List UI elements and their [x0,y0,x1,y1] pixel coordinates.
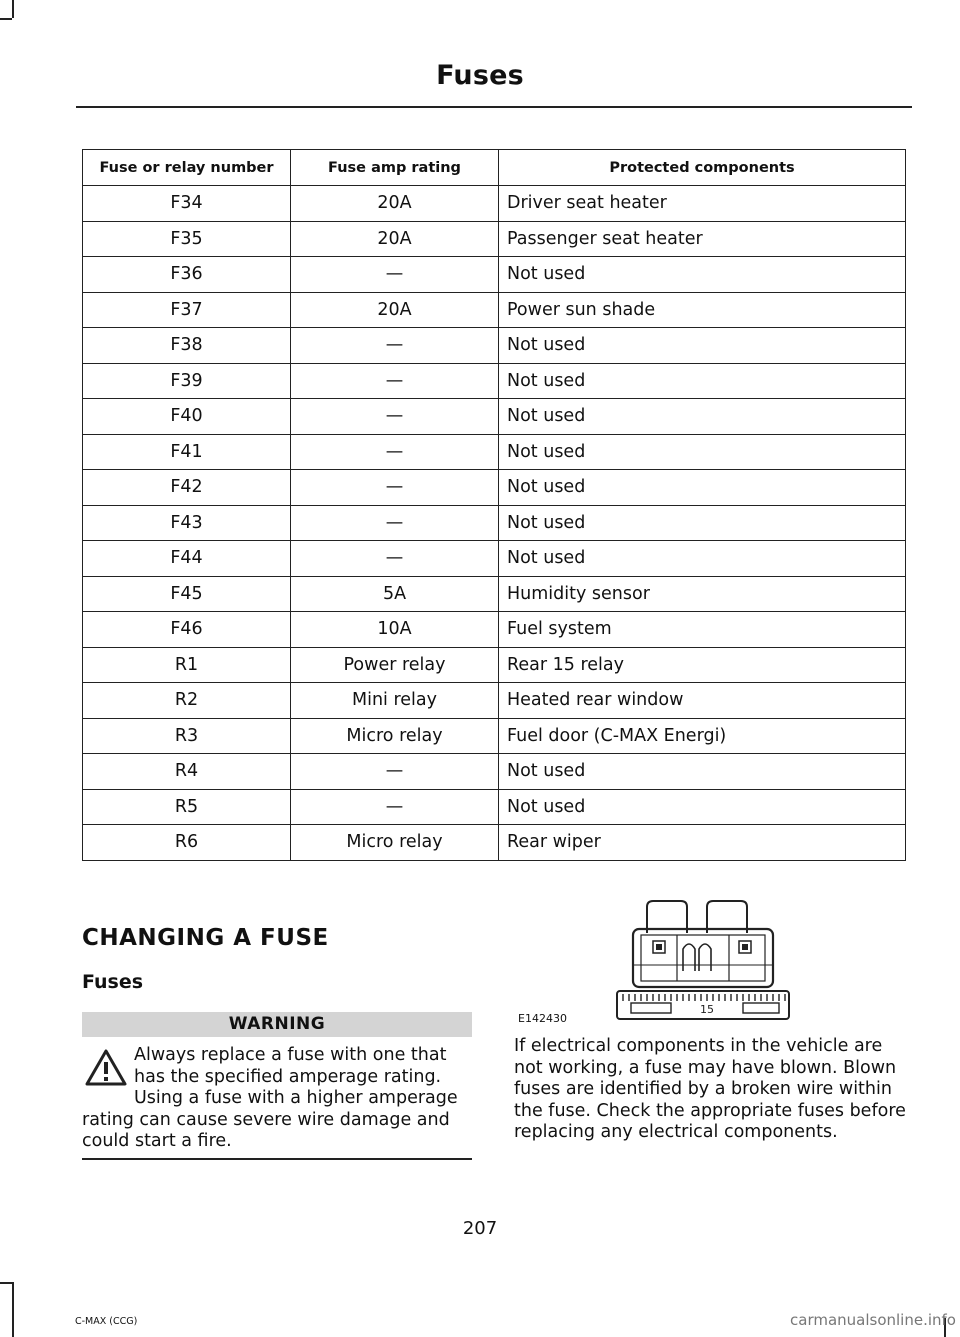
section-heading: CHANGING A FUSE [82,925,329,951]
amp-rating-cell: — [291,434,499,470]
fuse-number-cell: F40 [83,399,291,435]
fuse-number-cell: R6 [83,825,291,861]
protected-component-cell: Not used [499,754,906,790]
table-row [83,576,906,612]
amp-rating-cell: — [291,257,499,293]
amp-rating-cell: — [291,754,499,790]
title-divider [76,106,912,108]
page-title: Fuses [436,60,524,91]
protected-component-cell: Not used [499,789,906,825]
fuse-table-body [83,186,906,861]
protected-component-cell: Humidity sensor [499,576,906,612]
protected-component-cell: Power sun shade [499,292,906,328]
protected-component-cell: Not used [499,328,906,364]
fuse-number-cell: F41 [83,434,291,470]
fuse-number-cell: R2 [83,683,291,719]
fuse-number-cell: F46 [83,612,291,648]
fuse-number-cell: F34 [83,186,291,222]
amp-rating-cell: 10A [291,612,499,648]
protected-component-cell: Rear wiper [499,825,906,861]
table-row [83,470,906,506]
crop-mark [0,1282,12,1284]
table-row [83,399,906,435]
warning-divider [82,1158,472,1160]
table-row [83,505,906,541]
amp-rating-cell: Power relay [291,647,499,683]
protected-component-cell: Not used [499,541,906,577]
protected-component-cell: Not used [499,505,906,541]
fuse-number-cell: F36 [83,257,291,293]
protected-component-cell: Heated rear window [499,683,906,719]
amp-rating-cell: — [291,363,499,399]
table-row [83,718,906,754]
table-row [83,825,906,861]
blade-fuse-illustration [595,895,825,1025]
table-row [83,292,906,328]
table-row [83,647,906,683]
amp-rating-cell: — [291,541,499,577]
table-row [83,257,906,293]
amp-rating-cell: Micro relay [291,718,499,754]
protected-component-cell: Fuel door (C-MAX Energi) [499,718,906,754]
table-row [83,789,906,825]
table-row [83,612,906,648]
fuse-number-cell: R3 [83,718,291,754]
crop-mark [0,18,12,20]
protected-component-cell: Not used [499,257,906,293]
crop-mark [12,0,14,18]
crop-mark [12,1282,14,1337]
protected-component-cell: Driver seat heater [499,186,906,222]
amp-rating-cell: — [291,399,499,435]
fuse-number-cell: F35 [83,221,291,257]
protected-component-cell: Not used [499,434,906,470]
amp-rating-cell: — [291,328,499,364]
fuse-number-cell: R5 [83,789,291,825]
fuse-number-cell: F45 [83,576,291,612]
amp-rating-cell: — [291,789,499,825]
warning-text: Always replace a fuse with one that has the specified amperage rating. Using a fuse with a higher amperage rating can cause severe wire damage and could start a fire. [82,1045,458,1151]
fuse-number-cell: R1 [83,647,291,683]
table-header-row [83,150,906,186]
page-number: 207 [462,1218,498,1239]
amp-rating-cell: 20A [291,292,499,328]
protected-component-cell: Not used [499,363,906,399]
amp-rating-cell: — [291,470,499,506]
fuse-number-cell: F39 [83,363,291,399]
warning-text-block [82,1045,474,1153]
fuse-number-cell: F42 [83,470,291,506]
table-row [83,186,906,222]
column-header: Fuse or relay number [83,150,291,186]
amp-rating-cell: 5A [291,576,499,612]
amp-rating-cell: 20A [291,186,499,222]
fuse-rating-label: 15 [700,1003,714,1016]
figure-code: E142430 [518,1012,567,1025]
table-row [83,754,906,790]
amp-rating-cell: 20A [291,221,499,257]
table-row [83,683,906,719]
amp-rating-cell: Micro relay [291,825,499,861]
column-header: Protected components [499,150,906,186]
protected-component-cell: Fuel system [499,612,906,648]
protected-component-cell: Not used [499,399,906,435]
table-row [83,363,906,399]
footer-model: C-MAX (CCG) [75,1316,138,1327]
warning-label: WARNING [82,1012,472,1037]
fuse-table [82,149,906,861]
protected-component-cell: Not used [499,470,906,506]
table-row [83,434,906,470]
table-row [83,328,906,364]
fuse-number-cell: F37 [83,292,291,328]
column-header: Fuse amp rating [291,150,499,186]
table-row [83,221,906,257]
fuse-number-cell: F38 [83,328,291,364]
protected-component-cell: Passenger seat heater [499,221,906,257]
fuse-number-cell: R4 [83,754,291,790]
protected-component-cell: Rear 15 relay [499,647,906,683]
amp-rating-cell: Mini relay [291,683,499,719]
sub-heading: Fuses [82,971,144,993]
table-row [83,541,906,577]
watermark: carmanualsonline.info [790,1311,956,1329]
icon-spacer [82,1045,134,1107]
body-paragraph: If electrical components in the vehicle are not working, a fuse may have blown. Blown fuses are identified by a broken wire within the fuse. Check the appropriate fuses before replacing any electrical components. [514,1036,906,1142]
fuse-number-cell: F43 [83,505,291,541]
amp-rating-cell: — [291,505,499,541]
fuse-number-cell: F44 [83,541,291,577]
